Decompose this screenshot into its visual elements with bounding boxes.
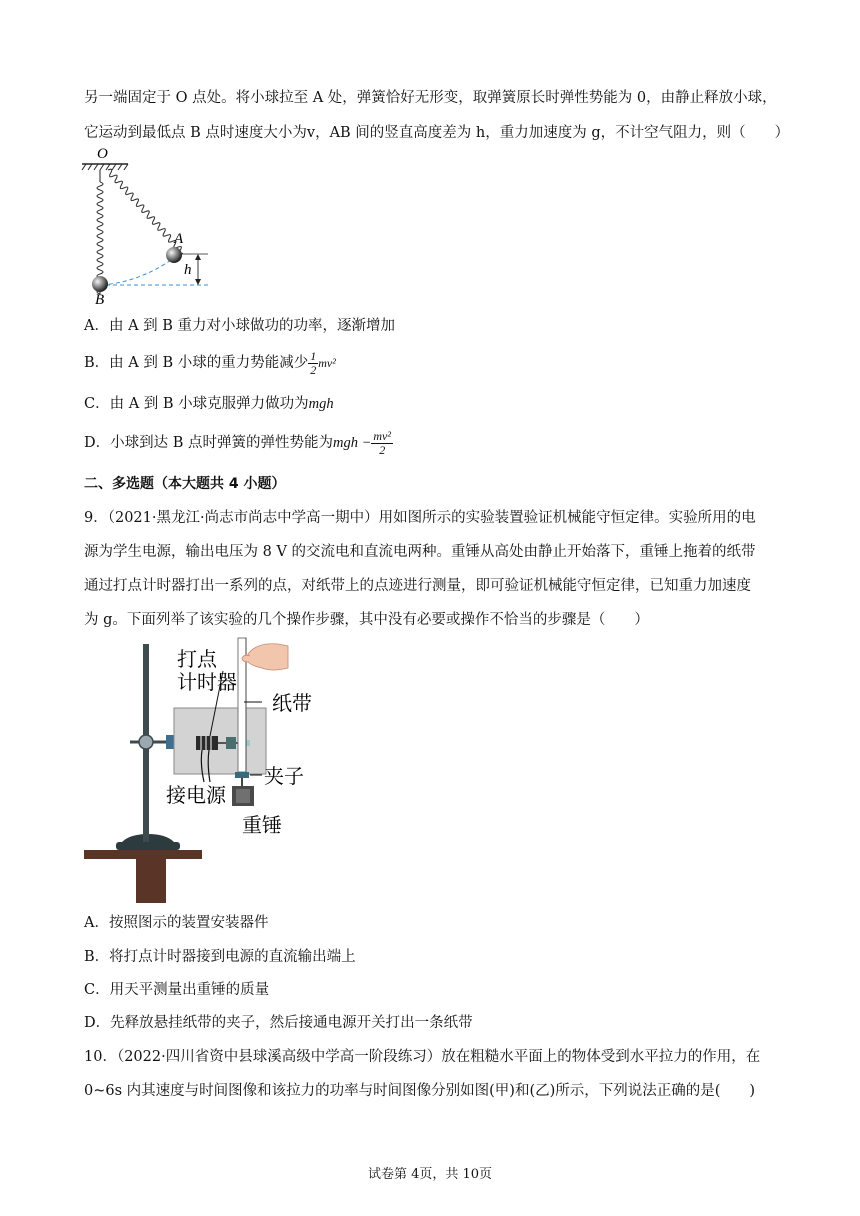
svg-text:夹子: 夹子: [264, 766, 304, 788]
apparatus-figure: [82, 636, 342, 906]
label-a: [173, 231, 184, 247]
q9-text-line-4: 为 g。下面列举了该实验的几个操作步骤，其中没有必要或操作不恰当的步骤是（ ）: [84, 612, 649, 628]
svg-text:h: h: [184, 262, 192, 278]
page-footer: 试卷第 4页，共 10页: [367, 1167, 493, 1182]
q8-option-a: A．由 A 到 B 重力对小球做功的功率，逐渐增加: [84, 318, 396, 334]
q9-text-line-3: 通过打点计时器打出一系列的点，对纸带上的点迹进行测量，即可验证机械能守恒定律，已知重力加速度: [84, 578, 751, 594]
ball-a: [166, 247, 182, 263]
label-power: [166, 784, 227, 807]
q8-option-c-text: C．由 A 到 B 小球克服弹力做功为: [84, 396, 309, 412]
svg-text:重锤: 重锤: [242, 815, 282, 837]
label-h: [184, 262, 192, 278]
q8-option-d: [84, 426, 393, 460]
q8-option-b: [84, 348, 336, 378]
label-weight: [242, 814, 282, 837]
svg-text:纸带: 纸带: [272, 693, 312, 715]
svg-text:计时器: 计时器: [177, 672, 237, 694]
spring-pendulum-figure: [80, 144, 220, 306]
label-timer-1: [177, 648, 218, 671]
q8-option-d-math: mgh −: [333, 435, 372, 451]
q9-option-d: D．先释放悬挂纸带的夹子，然后接通电源开关打出一条纸带: [84, 1015, 473, 1031]
q8-option-b-text: B．由 A 到 B 小球的重力势能减少: [84, 355, 309, 371]
q9-text-line-2: 源为学生电源，输出电压为 8 V 的交流电和直流电两种。重锤从高处由静止开始落下，重锤上拖着的纸带: [84, 544, 756, 560]
q8-text-line-2: 它运动到最低点 B 点时速度大小为v，AB 间的竖直高度差为 h，重力加速度为 g，不计空气阻力，则（ ）: [84, 125, 790, 141]
q10-text-line-1: 10．（2022·四川省资中县球溪高级中学高一阶段练习）放在粗糙水平面上的物体受到水平拉力的作用，在: [84, 1049, 761, 1065]
q8-option-c-math: mgh: [308, 396, 334, 412]
ball-b: [92, 276, 108, 292]
svg-text:打点: 打点: [177, 649, 217, 671]
svg-text:接电源: 接电源: [166, 785, 226, 807]
label-timer-2: [177, 671, 237, 694]
q9-option-c: C．用天平测量出重锤的质量: [84, 982, 270, 998]
q10-text-line-2: 0~6s 内其速度与时间图像和该拉力的功率与时间图像分别如图(甲)和(乙)所示，下列说法正确的是( ): [84, 1083, 756, 1099]
q9-option-b: B．将打点计时器接到电源的直流输出端上: [84, 949, 356, 965]
svg-text:O: O: [97, 146, 108, 162]
q8-option-d-text: D．小球到达 B 点时弹簧的弹性势能为: [84, 435, 333, 451]
label-b: [95, 292, 104, 306]
q9-text-line-1: 9．（2021·黑龙江·尚志市尚志中学高一期中）用如图所示的实验装置验证机械能守恒定律。实验所用的电: [84, 510, 756, 526]
svg-text:A: A: [174, 231, 184, 247]
fraction-one-half: $\frac{1}{2}$: [310, 348, 317, 377]
q8-option-c: [84, 394, 334, 414]
q9-option-a: A．按照图示的装置安装器件: [84, 915, 269, 931]
q8-text-line-1: 另一端固定于 O 点处。将小球拉至 A 处，弹簧恰好无形变，取弹簧原长时弹性势能为 0，由静止释放小球，: [84, 90, 777, 106]
svg-text:B: B: [95, 292, 105, 306]
label-clip: [264, 765, 304, 788]
label-o: [97, 146, 108, 162]
label-tape: [272, 692, 312, 715]
q8-option-b-math: mv²: [318, 356, 336, 370]
fraction-mv2-over-2: $\frac{\text{mv²}}{2}$: [373, 428, 391, 457]
section-heading-multiple-choice: 二、多选题（本大题共 4 小题）: [84, 476, 286, 492]
